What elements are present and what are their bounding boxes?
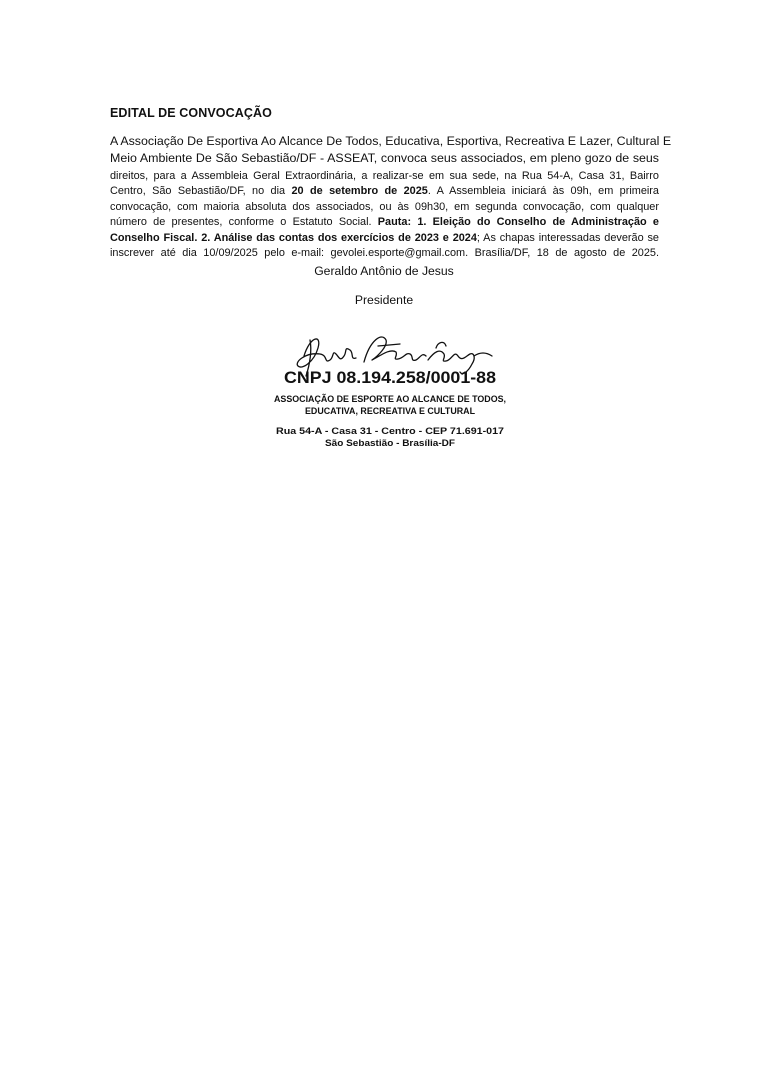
stamp-address-line-1: Rua 54-A - Casa 31 - Centro - CEP 71.691-017 — [276, 426, 504, 436]
signature-stamp — [240, 326, 540, 456]
body-text-part-3: ; As chapas interessadas deverão se inscrever até dia 10/09/2025 pelo e-mail: gevolei.esporte@gmail.com. Brasília/DF, 18 de agosto de 2025. — [110, 231, 659, 260]
intro-line-1: A Associação De Esportiva Ao Alcance De Todos, Educativa, Esportiva, Recreativa E Lazer, Cultural E — [110, 134, 672, 148]
intro-line-2: Meio Ambiente De São Sebastião/DF - ASSEAT, convoca seus associados, em pleno gozo de seus — [110, 151, 659, 165]
meeting-date: 20 de setembro de 2025 — [291, 185, 428, 198]
body-text-part-2: . A Assembleia iniciará às 09h, em primeira convocação, com maioria absoluta dos associados, ou às 09h30, em segunda convocação, com qualquer número de presentes, conforme o Estatuto Social. — [110, 185, 659, 229]
signer-role: Presidente — [354, 293, 414, 307]
body-paragraph — [110, 169, 659, 261]
document-title: EDITAL DE CONVOCAÇÃO — [110, 106, 272, 120]
agenda-text: Pauta: 1. Eleição do Conselho de Administração e Conselho Fiscal. 2. Análise das contas dos exercícios de 2023 e 2024 — [110, 216, 659, 244]
stamp-org-line-2: EDUCATIVA, RECREATIVA E CULTURAL — [305, 406, 476, 417]
stamp-address-line-2: São Sebastião - Brasília-DF — [325, 438, 456, 448]
stamp-org-line-1: ASSOCIAÇÃO DE ESPORTE AO ALCANCE DE TODOS, — [274, 394, 506, 405]
signer-name: Geraldo Antônio de Jesus — [314, 264, 454, 278]
intro-paragraph — [110, 133, 672, 167]
stamp-cnpj: CNPJ 08.194.258/0001-88 — [284, 368, 496, 387]
body-text-part-1: direitos, para a Assembleia Geral Extraordinária, a realizar-se em sua sede, na Rua 54-A, Casa 31, Bairro Centro, São Sebastião/DF, no dia — [110, 170, 659, 198]
